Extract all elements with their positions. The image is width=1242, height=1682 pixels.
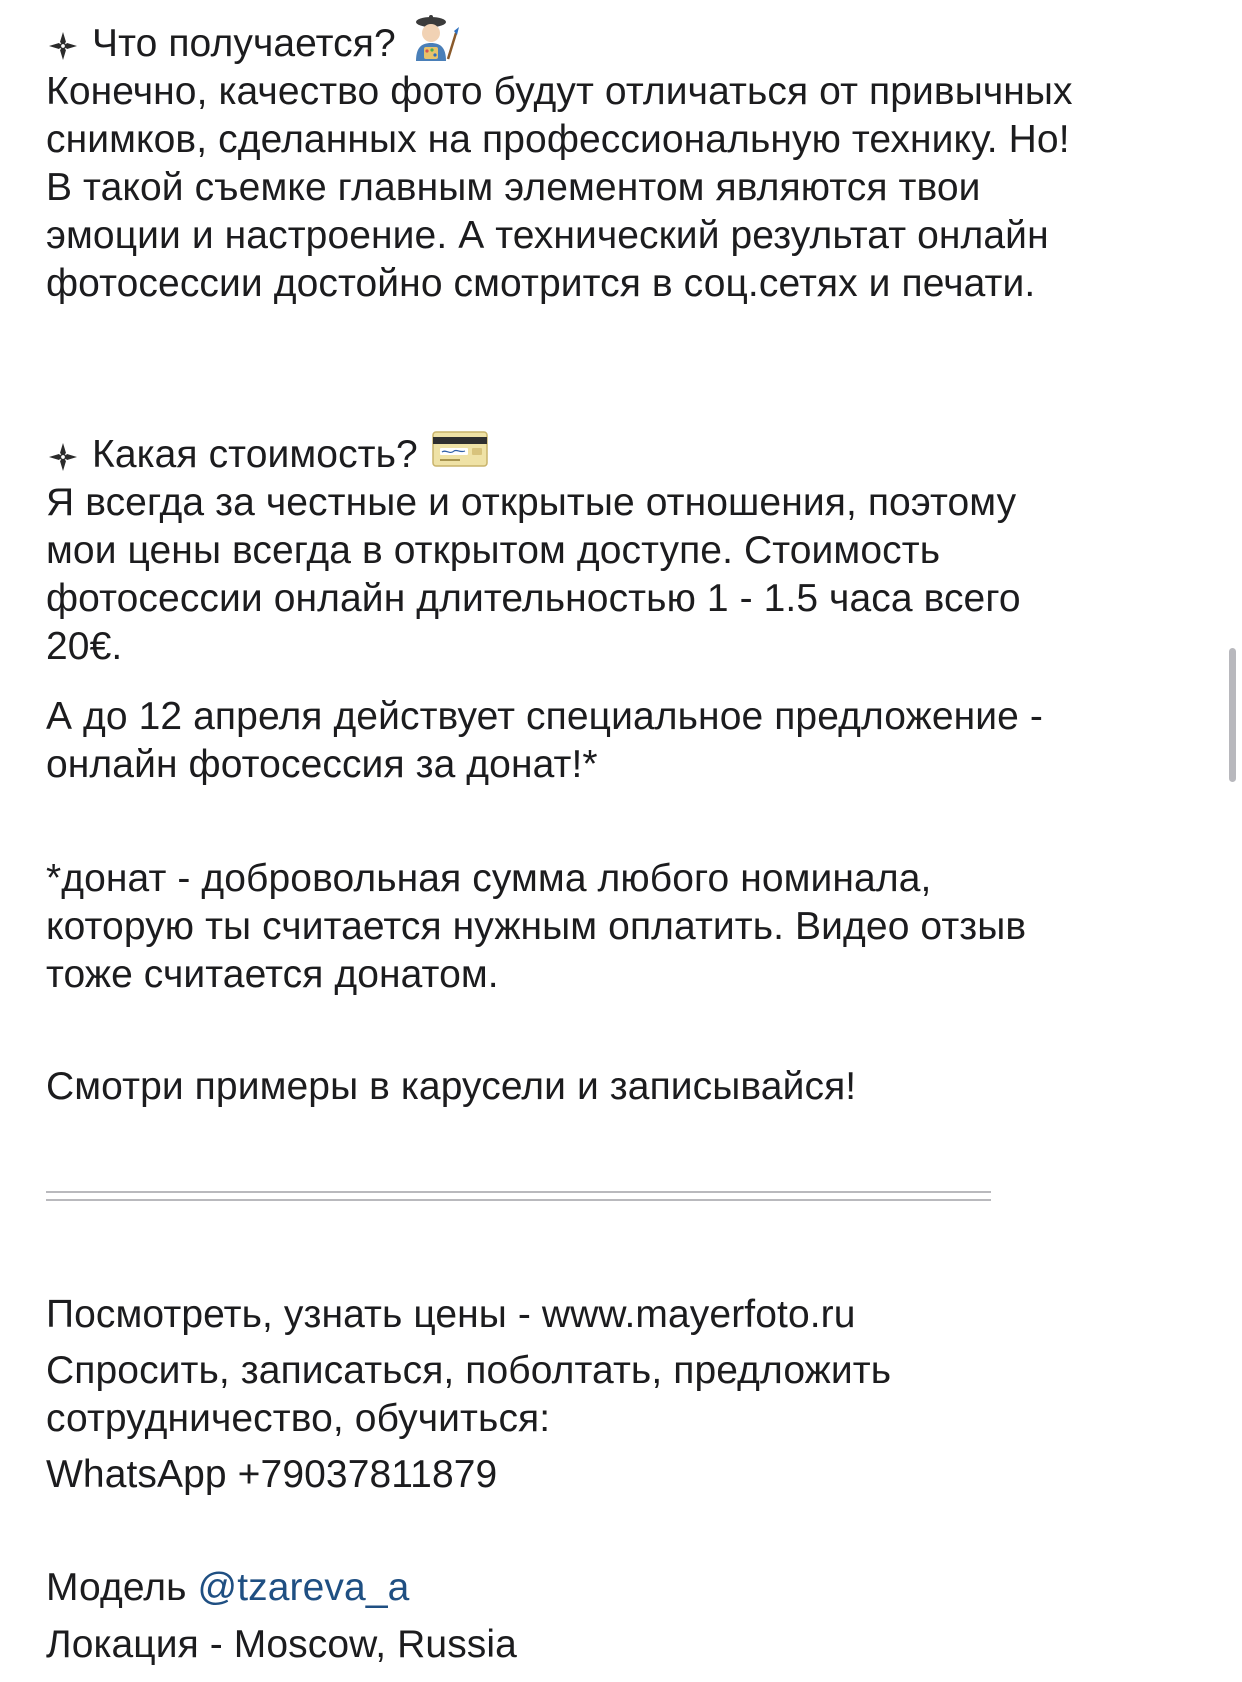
section-heading — [46, 20, 1196, 68]
model-label: Модель — [46, 1566, 198, 1609]
section-what-you-get — [46, 20, 1196, 308]
paragraph-line: В такой съемке главным элементом являются твои — [46, 166, 981, 209]
text-divider — [46, 1191, 991, 1201]
special-offer — [46, 693, 1196, 789]
paragraph-line: Конечно, качество фото будут отличаться от привычных — [46, 70, 1073, 113]
location-line — [46, 1621, 1196, 1669]
paragraph-line: фотосессии достойно смотрится в соц.сетях и печати. — [46, 262, 1036, 305]
section-heading — [46, 431, 1196, 479]
sparkle-bullet-icon — [46, 438, 80, 472]
artist-emoji-icon — [410, 15, 460, 73]
paragraph-line: *донат - добровольная сумма любого номинала, — [46, 857, 932, 900]
section-heading-text: Какая стоимость? — [92, 433, 418, 476]
paragraph-line: фотосессии онлайн длительностью 1 - 1.5 часа всего — [46, 577, 1021, 620]
paragraph-line: снимков, сделанных на профессиональную технику. Но! — [46, 118, 1070, 161]
paragraph-line: 20€. — [46, 625, 123, 668]
prices-link-line — [46, 1291, 1196, 1339]
paragraph-line: А до 12 апреля действует специальное предложение - — [46, 695, 1043, 738]
paragraph-line: онлайн фотосессия за донат!* — [46, 743, 598, 786]
paragraph-line: Я всегда за честные и открытые отношения, поэтому — [46, 481, 1017, 524]
section-price — [46, 431, 1196, 671]
call-to-action — [46, 1063, 1196, 1111]
section-heading-text: Что получается? — [92, 22, 396, 65]
model-line — [46, 1564, 1196, 1612]
paragraph-line: мои цены всегда в открытом доступе. Стоимость — [46, 529, 941, 572]
paragraph-line: которую ты считается нужным оплатить. Видео отзыв — [46, 905, 1027, 948]
website-text: Посмотреть, узнать цены - www.mayerfoto.ru — [46, 1293, 856, 1336]
credit-card-emoji-icon — [432, 430, 488, 480]
contact-block — [46, 1347, 1196, 1443]
model-mention-link[interactable]: @tzareva_a — [197, 1566, 410, 1609]
paragraph-line: тоже считается донатом. — [46, 953, 499, 996]
cta-text: Смотри примеры в карусели и записывайся! — [46, 1065, 857, 1108]
sparkle-bullet-icon — [46, 27, 80, 61]
paragraph-line: сотрудничество, обучиться: — [46, 1397, 551, 1440]
whatsapp-text: WhatsApp +79037811879 — [46, 1453, 498, 1496]
paragraph-line: эмоции и настроение. А технический результат онлайн — [46, 214, 1049, 257]
location-text: Локация - Moscow, Russia — [46, 1623, 517, 1666]
whatsapp-line — [46, 1451, 1196, 1499]
paragraph-line: Спросить, записаться, поболтать, предложить — [46, 1349, 892, 1392]
donation-footnote — [46, 855, 1196, 999]
vertical-scrollbar[interactable] — [1229, 648, 1236, 782]
